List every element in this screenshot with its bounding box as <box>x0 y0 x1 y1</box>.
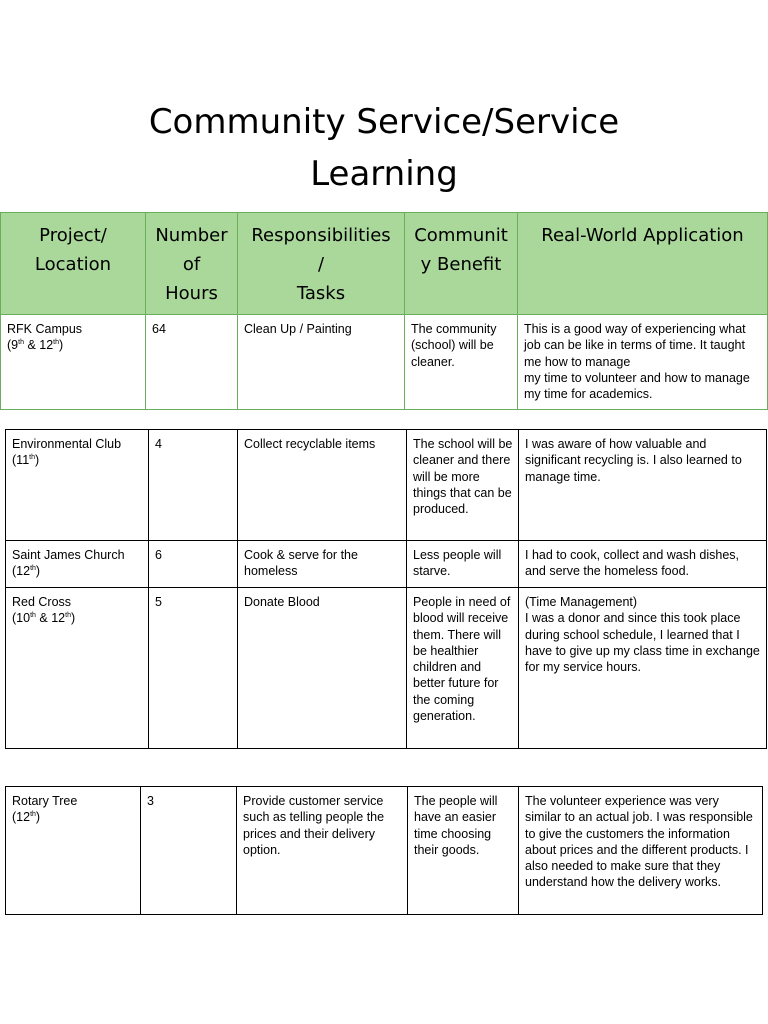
table-row <box>6 430 767 541</box>
header-hours: Number of Hours <box>146 213 238 315</box>
table-row <box>6 588 767 749</box>
service-table-2 <box>5 429 767 749</box>
cell-application: I was aware of how valuable and significant recycling is. I also learned to manage time. <box>519 430 767 541</box>
cell-tasks: Collect recyclable items <box>238 430 407 541</box>
cell-tasks: Donate Blood <box>238 588 407 749</box>
header-tasks: Responsibilities / Tasks <box>238 213 405 315</box>
page-title <box>0 96 768 200</box>
header-row <box>1 213 768 315</box>
cell-benefit: The people will have an easier time choosing their goods. <box>408 787 519 915</box>
cell-tasks: Provide customer service such as telling people the prices and their delivery option. <box>237 787 408 915</box>
title-line-1: Community Service/Service <box>148 102 620 142</box>
cell-hours: 6 <box>149 541 238 588</box>
cell-project: RFK Campus (9th & 12th) <box>1 315 146 410</box>
cell-application: I had to cook, collect and wash dishes, and serve the homeless food. <box>519 541 767 588</box>
cell-benefit: The school will be cleaner and there will be more things that can be produced. <box>407 430 519 541</box>
service-table-header <box>0 212 768 410</box>
cell-project: Red Cross (10th & 12th) <box>6 588 149 749</box>
cell-tasks: Cook & serve for the homeless <box>238 541 407 588</box>
header-benefit: Communit y Benefit <box>405 213 518 315</box>
cell-tasks: Clean Up / Painting <box>238 315 405 410</box>
cell-hours: 64 <box>146 315 238 410</box>
cell-application: The volunteer experience was very similar to an actual job. I was responsible to give the customers the information about prices and the different products. I also needed to make sure that they understand how the delivery works. <box>519 787 763 915</box>
cell-hours: 3 <box>141 787 237 915</box>
cell-project: Saint James Church (12th) <box>6 541 149 588</box>
cell-benefit: The community (school) will be cleaner. <box>405 315 518 410</box>
table-row <box>6 541 767 588</box>
cell-benefit: Less people will starve. <box>407 541 519 588</box>
table-row <box>1 315 768 410</box>
cell-application: This is a good way of experiencing what job can be like in terms of time. It taught me how to manage my time to volunteer and how to manage my time for academics. <box>518 315 768 410</box>
header-application: Real-World Application <box>518 213 768 315</box>
cell-application: (Time Management) I was a donor and since this took place during school schedule, I learned that I have to give up my class time in exchange for my service hours. <box>519 588 767 749</box>
cell-hours: 5 <box>149 588 238 749</box>
table-row <box>6 787 763 915</box>
cell-hours: 4 <box>149 430 238 541</box>
cell-project: Environmental Club (11th) <box>6 430 149 541</box>
cell-benefit: People in need of blood will receive them. There will be healthier children and better future for the coming generation. <box>407 588 519 749</box>
cell-project: Rotary Tree (12th) <box>6 787 141 915</box>
service-table-3 <box>5 786 763 915</box>
header-project: Project/ Location <box>1 213 146 315</box>
title-line-2: Learning <box>310 154 458 194</box>
